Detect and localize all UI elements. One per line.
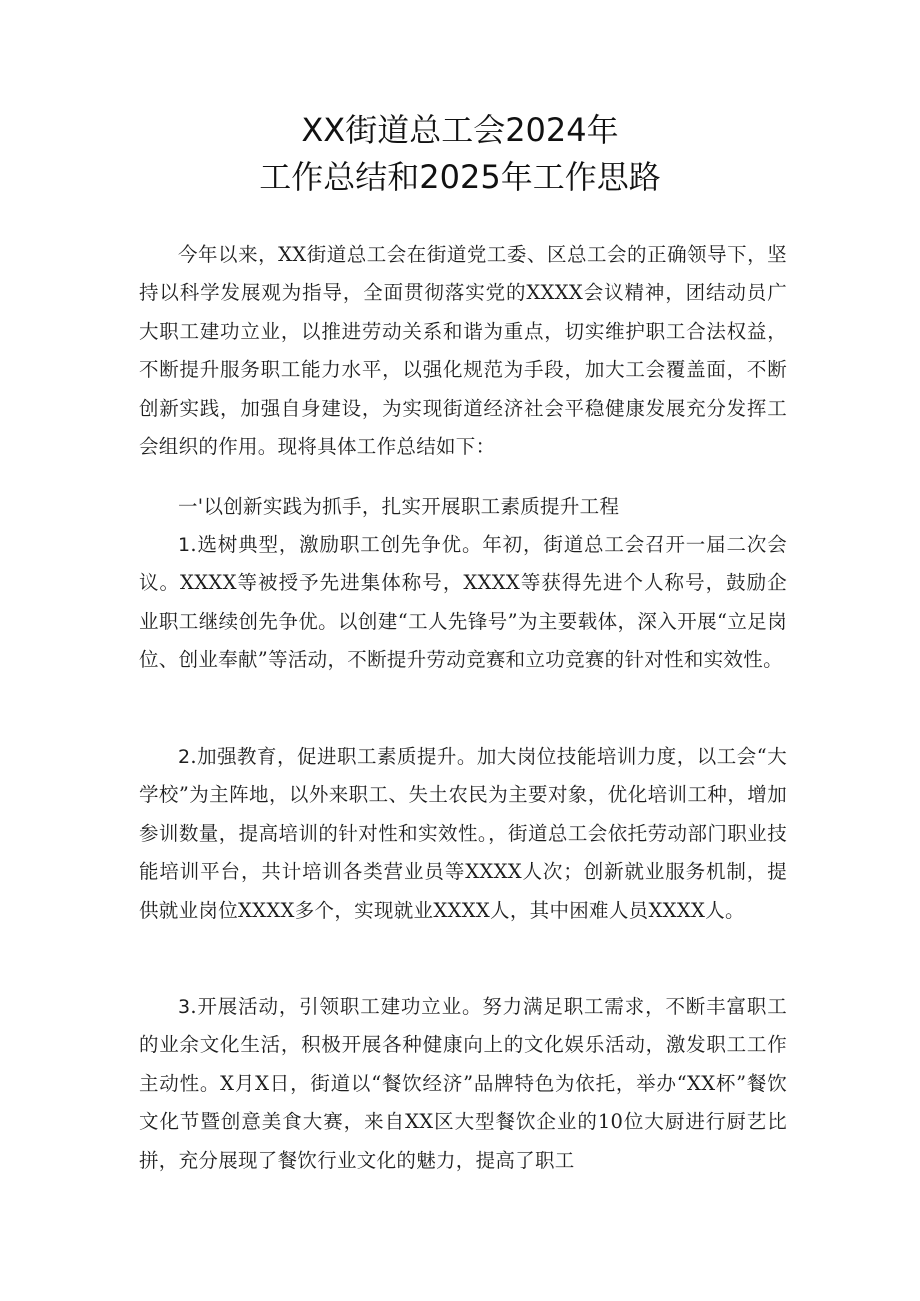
item-number: 3 (178, 996, 191, 1018)
item-number: 1 (178, 534, 191, 556)
item-text: .开展活动，引领职工建功立业。努力满足职工需求，不断丰富职工的业余文化生活，积极开展各种健康向上的文化娱乐活动，激发职工工作主动性。X月X日，街道以“餐饮经济”品牌特色为依托，举办“XX杯”餐饮文化节暨创意美食大赛，来自XX区大型餐饮企业的10位大厨进行厨艺比拼，充分展现了餐饮行业文化的魅力，提高了职工 (139, 995, 787, 1172)
item-paragraph-3 (139, 988, 787, 1180)
item-text: .选树典型，激励职工创先争优。年初，街道总工会召开一届二次会议。XXXX等被授予先进集体称号，XXXX等获得先进个人称号，鼓励企业职工继续创先争优。以创建“工人先锋号”为主要载体，深入开展“立足岗位、创业奉献”等活动，不断提升劳动竞赛和立功竞赛的针对性和实效性。 (139, 533, 787, 672)
intro-paragraph: 今年以来，XX街道总工会在街道党工委、区总工会的正确领导下，坚持以科学发展观为指导，全面贯彻落实党的XXXX会议精神，团结动员广大职工建功立业，以推进劳动关系和谐为重点，切实维护职工合法权益，不断提升服务职工能力水平，以强化规范为手段，加大工会覆盖面，不断创新实践，加强自身建设，为实现街道经济社会平稳健康发展充分发挥工会组织的作用。现将具体工作总结如下： (139, 243, 787, 459)
item-number: 2 (178, 746, 191, 768)
section-heading-1: 一'以创新实践为抓手，扎实开展职工素质提升工程 (178, 495, 620, 518)
document-title-line1: XX街道总工会2024年 (301, 111, 619, 149)
item-paragraph-1 (139, 526, 787, 680)
item-text: .加强教育，促进职工素质提升。加大岗位技能培训力度，以工会“大学校”为主阵地，以外来职工、失土农民为主要对象，优化培训工种，增加参训数量，提高培训的针对性和实效性。，街道总工会依托劳动部门职业技能培训平台，共计培训各类营业员等XXXX人次；创新就业服务机制，提供就业岗位XXXX多个，实现就业XXXX人，其中困难人员XXXX人。 (139, 745, 787, 922)
document-title-line2: 工作总结和2025年工作思路 (259, 158, 661, 196)
item-paragraph-2 (139, 738, 787, 930)
